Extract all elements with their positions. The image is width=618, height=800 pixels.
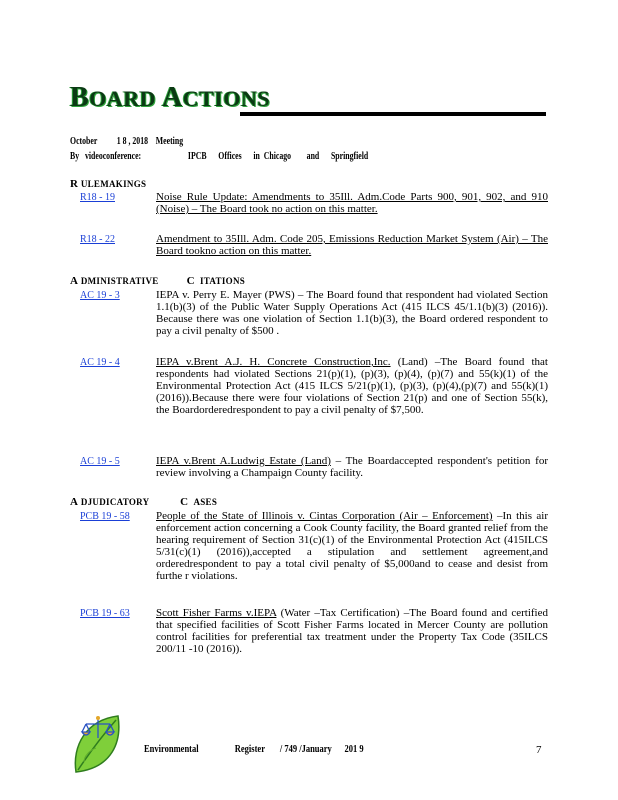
meeting-date-line: October 1 8 , 2018 Meeting (70, 136, 184, 147)
register-leaf-logo-icon (68, 712, 126, 778)
section-heading-rulemakings: R ULEMAKINGS (70, 178, 147, 190)
case-link-pcb-19-58[interactable]: PCB 19 - 58 (80, 511, 130, 522)
masthead-rule (240, 112, 546, 116)
case-summary: Scott Fisher Farms v.IEPA (Water –Tax Certification) –The Board found and certified that specified facilities of Scott Fisher Farms located in Mercer County are pollution control facilities for preferential tax treatment under the Property Tax Code (35ILCS 200/11 -10 (2016)). (156, 607, 548, 655)
case-summary: People of the State of Illinois v. Cintas Corporation (Air – Enforcement) –In this air enforcement action concerning a Cook County facility, the Board granted relief from the hearing requirement of Section 31(c)(1) of the Environmental Protection Act (415ILCS 5/31(c)(1) (2016)),accepted a stipulation and settlement agreement,and orderedrespondent to pay a total civil penalty of $5,000and to cease and desist from furthe r violations. (156, 510, 548, 582)
case-link-ac-19-4[interactable]: AC 19 - 4 (80, 357, 120, 368)
masthead-letter: B (70, 82, 90, 113)
case-link-ac-19-3[interactable]: AC 19 - 3 (80, 290, 120, 301)
case-summary: Amendment to 35Ill. Adm. Code 205, Emissions Reduction Market System (Air) – The Board tooknо action on this matter. (156, 233, 548, 257)
case-link-r18-19[interactable]: R18 - 19 (80, 192, 115, 203)
case-summary: IEPA v.Brent A.J. H. Concrete Construction,Inc. (Land) –The Board found that respondents had violated Sections 21(p)(1), (p)(3), (p)(4), (p)(7) and 55(k)(1) of the Environmental Protection Act (415 ILCS 5/21(p)(1), (p)(3), (p)(4),(p)(7) and 55(k)(1) (2016)).Because there were four violations of Section 21(p) and one of Section 55(k), the Boardorderedrespondent to pay a civil penalty of $7,500. (156, 356, 548, 416)
case-link-pcb-19-63[interactable]: PCB 19 - 63 (80, 608, 130, 619)
section-heading-adjudicatory-cases: A DJUDICATORY C ASES (70, 496, 218, 508)
case-summary: Noise Rule Update: Amendments to 35Ill. Adm.Code Parts 900, 901, 902, and 910 (Noise) – The Board took no action on this matter. (156, 191, 548, 215)
page-number: 7 (536, 744, 542, 756)
meeting-location-line: By videoconference: IPCB Offices in Chicago and Springfield (70, 151, 369, 162)
masthead-letter: A (161, 82, 183, 113)
masthead-word: OARD (89, 86, 162, 111)
case-link-ac-19-5[interactable]: AC 19 - 5 (80, 456, 120, 467)
case-link-r18-22[interactable]: R18 - 22 (80, 234, 115, 245)
case-summary: IEPA v.Brent A.Ludwig Estate (Land) – The Boardaccepted respondent's petition for review involving a Champaign County facility. (156, 455, 548, 479)
masthead-word: CTIONS (182, 86, 271, 111)
section-heading-administrative-citations: A DMINISTRATIVE C ITATIONS (70, 275, 246, 287)
footer-publication: Environmental Register / 749 /January 201 9 (144, 744, 364, 755)
case-summary: IEPA v. Perry E. Mayer (PWS) – The Board found that respondent had violated Section 1.1(b)(3) of the Public Water Supply Operations Act (415 ILCS 45/1.1(b)(3) (2016)). Because there was one violation of Section 1.1(b)(3), the Board ordered respondent to pay a civil penalty of $500 . (156, 289, 548, 337)
masthead-title (70, 82, 270, 114)
